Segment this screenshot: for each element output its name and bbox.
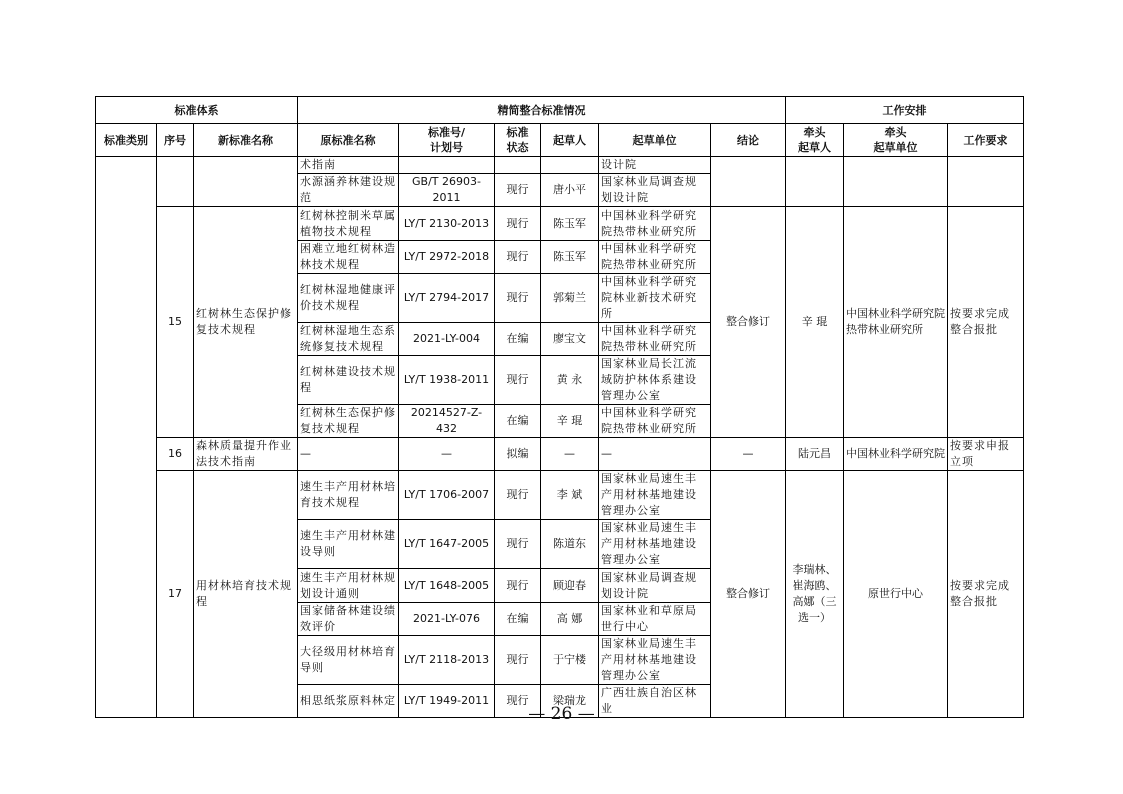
table-row	[96, 207, 1024, 241]
conclusion-cell: —	[711, 438, 786, 471]
status-cell: 现行	[495, 174, 541, 207]
drafting-unit-cell: 广西壮族自治区林业	[599, 685, 711, 718]
drafter-cell: 郭菊兰	[541, 274, 599, 323]
std-no-cell: LY/T 2972-2018	[399, 241, 495, 274]
std-no-cell	[399, 157, 495, 174]
header-conclusion: 结论	[711, 124, 786, 157]
header-lead-unit: 牵头 起草单位	[844, 124, 948, 157]
lead-unit-cell: 中国林业科学研究院热带林业研究所	[844, 207, 948, 438]
group-header-work: 工作安排	[786, 97, 1024, 124]
table-row	[96, 157, 1024, 174]
table-row	[96, 471, 1024, 520]
requirement-cell	[948, 157, 1024, 207]
conclusion-cell: 整合修订	[711, 471, 786, 718]
drafting-unit-cell: 国家林业局速生丰产用材林基地建设管理办公室	[599, 636, 711, 685]
lead-unit-cell: 中国林业科学研究院	[844, 438, 948, 471]
std-no-cell: LY/T 1706-2007	[399, 471, 495, 520]
header-status: 标准 状态	[495, 124, 541, 157]
orig-name-cell: 红树林湿地生态系统修复技术规程	[298, 323, 399, 356]
drafter-cell: 梁瑞龙	[541, 685, 599, 718]
status-cell: 现行	[495, 241, 541, 274]
orig-name-cell: 水源涵养林建设规范	[298, 174, 399, 207]
drafter-cell: 辛 琨	[541, 405, 599, 438]
orig-name-cell: 术指南	[298, 157, 399, 174]
status-cell: 现行	[495, 274, 541, 323]
drafter-cell: 唐小平	[541, 174, 599, 207]
std-no-cell: GB/T 26903-2011	[399, 174, 495, 207]
drafting-unit-cell: 中国林业科学研究院热带林业研究所	[599, 207, 711, 241]
std-no-cell: —	[399, 438, 495, 471]
orig-name-cell: 困难立地红树林造林技术规程	[298, 241, 399, 274]
header-drafter: 起草人	[541, 124, 599, 157]
std-no-cell: LY/T 2794-2017	[399, 274, 495, 323]
status-cell: 现行	[495, 685, 541, 718]
drafting-unit-cell: —	[599, 438, 711, 471]
new-name-cell: 森林质量提升作业法技术指南	[194, 438, 298, 471]
drafting-unit-cell: 国家林业局调查规划设计院	[599, 569, 711, 603]
seq-cell: 16	[157, 438, 194, 471]
drafter-cell: 陈玉军	[541, 207, 599, 241]
lead-unit-cell	[844, 157, 948, 207]
status-cell: 拟编	[495, 438, 541, 471]
drafting-unit-cell: 中国林业科学研究院林业新技术研究所	[599, 274, 711, 323]
lead-drafter-cell: 陆元昌	[786, 438, 844, 471]
orig-name-cell: 红树林控制米草属植物技术规程	[298, 207, 399, 241]
status-cell: 在编	[495, 603, 541, 636]
header-orig-name: 原标准名称	[298, 124, 399, 157]
drafter-cell: 廖宝文	[541, 323, 599, 356]
status-cell: 现行	[495, 569, 541, 603]
drafter-cell: 于宁楼	[541, 636, 599, 685]
header-seq: 序号	[157, 124, 194, 157]
requirement-cell: 按要求完成整合报批	[948, 207, 1024, 438]
seq-cell	[157, 157, 194, 207]
requirement-cell: 按要求申报立项	[948, 438, 1024, 471]
orig-name-cell: —	[298, 438, 399, 471]
orig-name-cell: 国家储备林建设绩效评价	[298, 603, 399, 636]
table-body	[96, 157, 1024, 718]
drafter-cell: —	[541, 438, 599, 471]
status-cell: 现行	[495, 207, 541, 241]
new-name-cell: 用材林培育技术规程	[194, 471, 298, 718]
orig-name-cell: 红树林湿地健康评价技术规程	[298, 274, 399, 323]
lead-drafter-cell: 辛 琨	[786, 207, 844, 438]
drafter-cell: 顾迎春	[541, 569, 599, 603]
category-cell	[96, 157, 157, 718]
header-requirement: 工作要求	[948, 124, 1024, 157]
standards-table	[95, 96, 1024, 718]
drafting-unit-cell: 国家林业局长江流域防护林体系建设管理办公室	[599, 356, 711, 405]
drafting-unit-cell: 国家林业和草原局世行中心	[599, 603, 711, 636]
group-header-system: 标准体系	[96, 97, 298, 124]
lead-unit-cell: 原世行中心	[844, 471, 948, 718]
drafting-unit-cell: 中国林业科学研究院热带林业研究所	[599, 241, 711, 274]
std-no-cell: LY/T 1647-2005	[399, 520, 495, 569]
drafter-cell: 陈玉军	[541, 241, 599, 274]
table-row	[96, 438, 1024, 471]
std-no-cell: 20214527-Z-432	[399, 405, 495, 438]
orig-name-cell: 相思纸浆原料林定	[298, 685, 399, 718]
std-no-cell: LY/T 1949-2011	[399, 685, 495, 718]
status-cell: 现行	[495, 636, 541, 685]
lead-drafter-cell	[786, 157, 844, 207]
status-cell: 现行	[495, 471, 541, 520]
drafting-unit-cell: 中国林业科学研究院热带林业研究所	[599, 405, 711, 438]
drafter-cell	[541, 157, 599, 174]
conclusion-cell	[711, 157, 786, 207]
new-name-cell: 红树林生态保护修复技术规程	[194, 207, 298, 438]
header-std-no: 标准号/ 计划号	[399, 124, 495, 157]
status-cell: 在编	[495, 405, 541, 438]
page-number: — 26 —	[528, 704, 595, 724]
requirement-cell: 按要求完成整合报批	[948, 471, 1024, 718]
std-no-cell: 2021-LY-076	[399, 603, 495, 636]
orig-name-cell: 红树林生态保护修复技术规程	[298, 405, 399, 438]
std-no-cell: LY/T 1938-2011	[399, 356, 495, 405]
std-no-cell: LY/T 2130-2013	[399, 207, 495, 241]
orig-name-cell: 速生丰产用材林规划设计通则	[298, 569, 399, 603]
lead-drafter-cell: 李瑞林、崔海鸥、高娜（三选一）	[786, 471, 844, 718]
drafter-cell: 黄 永	[541, 356, 599, 405]
new-name-cell	[194, 157, 298, 207]
drafting-unit-cell: 国家林业局速生丰产用材林基地建设管理办公室	[599, 520, 711, 569]
drafting-unit-cell: 国家林业局速生丰产用材林基地建设管理办公室	[599, 471, 711, 520]
std-no-cell: LY/T 1648-2005	[399, 569, 495, 603]
header-lead-drafter: 牵头 起草人	[786, 124, 844, 157]
drafter-cell: 高 娜	[541, 603, 599, 636]
status-cell: 现行	[495, 520, 541, 569]
header-drafting-unit: 起草单位	[599, 124, 711, 157]
drafting-unit-cell: 设计院	[599, 157, 711, 174]
drafting-unit-cell: 中国林业科学研究院热带林业研究所	[599, 323, 711, 356]
std-no-cell: LY/T 2118-2013	[399, 636, 495, 685]
header-category: 标准类别	[96, 124, 157, 157]
group-header-integration: 精简整合标准情况	[298, 97, 786, 124]
orig-name-cell: 大径级用材林培育导则	[298, 636, 399, 685]
seq-cell: 17	[157, 471, 194, 718]
orig-name-cell: 速生丰产用材林建设导则	[298, 520, 399, 569]
drafting-unit-cell: 国家林业局调查规划设计院	[599, 174, 711, 207]
status-cell: 在编	[495, 323, 541, 356]
std-no-cell: 2021-LY-004	[399, 323, 495, 356]
orig-name-cell: 速生丰产用材林培育技术规程	[298, 471, 399, 520]
drafter-cell: 陈道东	[541, 520, 599, 569]
orig-name-cell: 红树林建设技术规程	[298, 356, 399, 405]
seq-cell: 15	[157, 207, 194, 438]
status-cell	[495, 157, 541, 174]
conclusion-cell: 整合修订	[711, 207, 786, 438]
header-new-name: 新标准名称	[194, 124, 298, 157]
status-cell: 现行	[495, 356, 541, 405]
drafter-cell: 李 斌	[541, 471, 599, 520]
